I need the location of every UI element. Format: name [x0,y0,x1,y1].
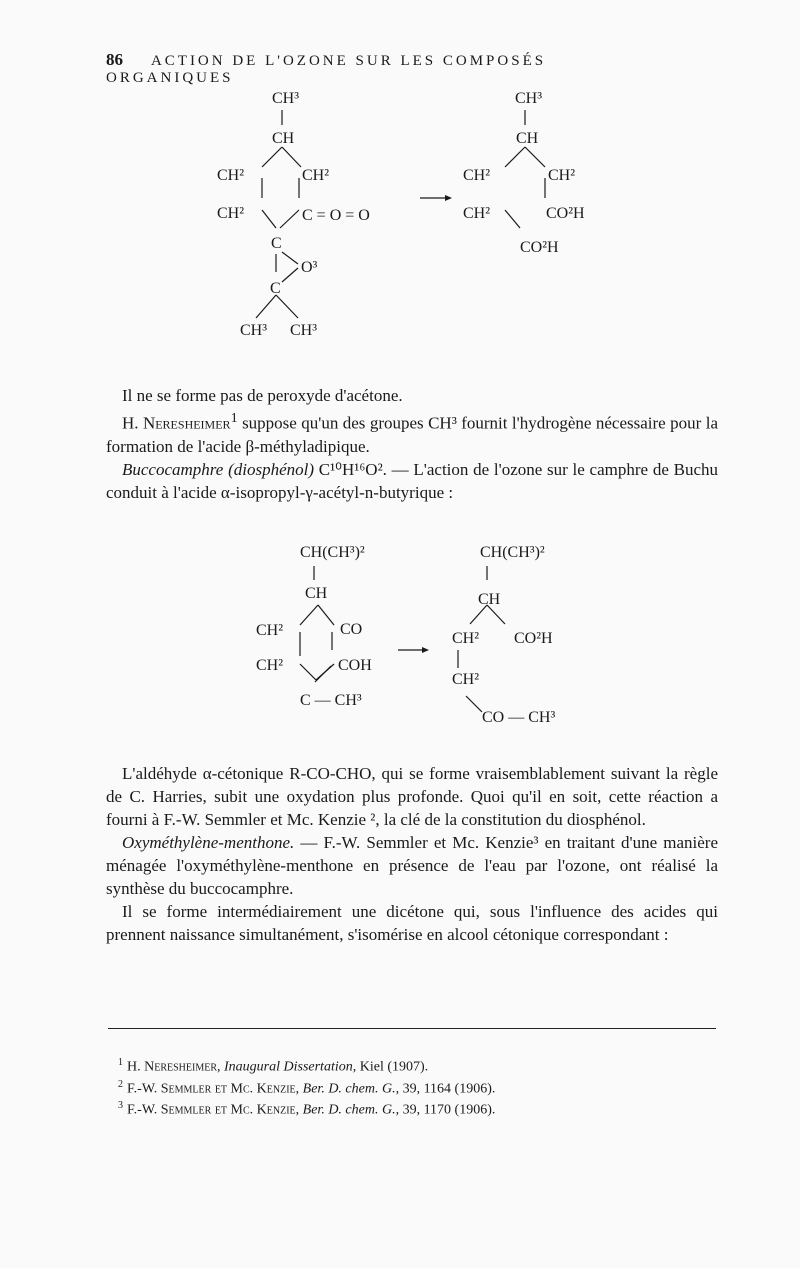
s2-left-c-ch3: C — CH³ [300,692,362,709]
text-block-2 [106,762,718,946]
s1-left-ch3-r: CH³ [290,322,318,339]
paragraph-aldehyde: L'aldéhyde α-cétonique R-CO-CHO, qui se forme vraisemblablement suivant la règle de C. Harries, subit une oxydation plus profonde. Quoi qu'il en soit, cette réaction a fourni à F.-W. Semmler et Mc. Kenzie ², la clé de la constitution du diosphénol. [106,764,718,829]
s1-left-c-o-o: C = O = O [302,207,370,224]
paragraph-neresheimer [106,407,718,458]
s2-right-co-ch3: CO — CH³ [482,709,556,726]
s1-right-ch2-ll: CH² [463,205,491,222]
paragraph-peroxyde: Il ne se forme pas de peroxyde d'acétone. [122,386,403,405]
footnotes [118,1054,495,1119]
footnote-1-ref: Kiel (1907). [356,1059,429,1075]
footnote-ref-1: 1 [230,410,238,426]
s1-left-ch: CH [272,130,295,147]
s2-left-top: CH(CH³)² [300,544,365,561]
s1-right-ch2-ul: CH² [463,167,491,184]
s1-left-ch2-ul: CH² [217,167,245,184]
s2-right-co2h: CO²H [514,630,553,647]
s1-left-ch3-l: CH³ [240,322,268,339]
s1-left-ch2-ll: CH² [217,205,245,222]
footnote-rule [108,1028,716,1029]
footnote-2 [118,1076,495,1098]
footnote-2-author: F.-W. Semmler et Mc. Kenzie, [127,1081,300,1097]
author-neresheimer: H. Neresheimer [122,413,231,433]
running-title: ACTION DE L'OZONE SUR LES COMPOSÉS ORGANIQUES [106,53,547,86]
s1-left-o3: O³ [301,259,318,276]
s2-left-ch: CH [305,585,328,602]
s2-left-ch2-l: CH² [256,657,284,674]
s1-right-ch: CH [516,130,539,147]
footnote-3 [118,1097,495,1119]
footnote-1-author: H. Neresheimer, [127,1059,221,1075]
text-block-1 [106,384,718,504]
footnote-1-work: Inaugural Dissertation, [220,1059,357,1075]
page-number: 86 [106,50,123,69]
s1-left-ch3-top: CH³ [272,90,300,107]
s1-right-co2h-r: CO²H [546,205,585,222]
s1-left-c1: C [271,235,282,252]
s1-right-ch3-top: CH³ [515,90,543,107]
s1-left-c2: C [270,280,281,297]
buccocamphre-formula: C¹⁰H¹⁶O². [314,459,387,479]
buccocamphre-title: Buccocamphre (diosphénol) [122,459,314,479]
neresheimer-text: suppose qu'un des groupes CH³ fournit l'hydrogène nécessaire pour la formation de l'acide β-méthyladipique. [106,413,718,456]
paragraph-buccocamphre [106,458,718,504]
buccocamphre-text: — L'action de l'ozone sur le camphre de Buchu conduit à l'acide α-isopropyl-γ-acétyl-n-butyrique : [106,459,718,502]
footnote-2-ref: 39, 1164 (1906). [399,1081,496,1097]
paragraph-dicetone: Il se forme intermédiairement une dicétone qui, sous l'influence des acides qui prennent naissance simultanément, s'isomérise en alcool cétonique correspondant : [106,902,718,944]
footnote-1-number: 1 [118,1057,123,1068]
s1-right-ch2-ur: CH² [548,167,576,184]
s2-left-ch2-u: CH² [256,622,284,639]
footnote-3-work: Ber. D. chem. G., [299,1102,400,1118]
footnote-2-work: Ber. D. chem. G., [299,1081,400,1097]
s2-right-top: CH(CH³)² [480,544,545,561]
s1-right-co2h-b: CO²H [520,239,559,256]
footnote-1 [118,1054,495,1076]
s2-right-ch2-b: CH² [452,671,480,688]
paragraph-oxymethylene [106,831,718,900]
oxymethylene-title: Oxyméthylène-menthone. [122,833,295,852]
oxymethylene-text: — F.-W. Semmler et Mc. Kenzie³ en traitant d'une manière ménagée l'oxyméthylène-menthone en présence de l'eau par l'ozone, ont réalisé la synthèse du buccocamphre. [106,833,718,898]
footnote-3-ref: 39, 1170 (1906). [399,1102,496,1118]
footnote-2-number: 2 [118,1078,123,1090]
s2-right-ch: CH [478,591,501,608]
s2-right-ch2-a: CH² [452,630,480,647]
reaction-scheme-1 [0,70,800,430]
footnote-3-number: 3 [118,1100,123,1112]
footnote-3-author: F.-W. Semmler et Mc. Kenzie, [127,1102,300,1118]
s2-left-coh: COH [338,657,372,674]
reaction-scheme-2 [0,530,800,750]
s2-left-co: CO [340,621,363,638]
s1-left-ch2-ur: CH² [302,167,330,184]
